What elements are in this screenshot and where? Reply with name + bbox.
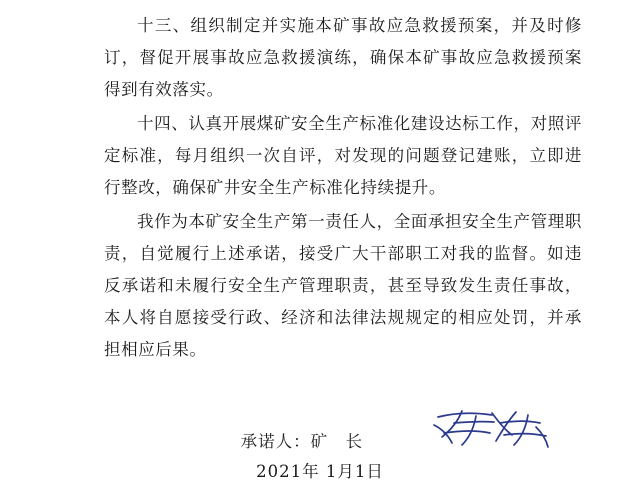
- signatory-line: [241, 427, 400, 457]
- signatory-role: 矿 长: [310, 432, 364, 451]
- paragraph-13: 十三、组织制定并实施本矿事故应急救援预案，并及时修订，督促开展事故应急救援演练，确保本矿事故应急救援预案得到有效落实。: [104, 16, 582, 99]
- paragraph-14: 十四、认真开展煤矿安全生产标准化建设达标工作，对照评定标准，每月组织一次自评，对发现的问题登记建账，立即进行整改，确保矿井安全生产标准化持续提升。: [104, 114, 582, 197]
- paragraph-commitment: 我作为本矿安全生产第一责任人，全面承担安全生产管理职责，自觉履行上述承诺，接受广大干部职工对我的监督。如违反承诺和未履行安全生产管理职责，甚至导致发生责任事故，本人将自愿接受行政、经济和法律法规规定的相应处罚，并承担相应后果。: [104, 212, 582, 359]
- signatory-label: 承诺人：: [240, 432, 311, 451]
- signature-date: 2021年 1月1日: [256, 462, 384, 481]
- signature-block: [0, 427, 640, 487]
